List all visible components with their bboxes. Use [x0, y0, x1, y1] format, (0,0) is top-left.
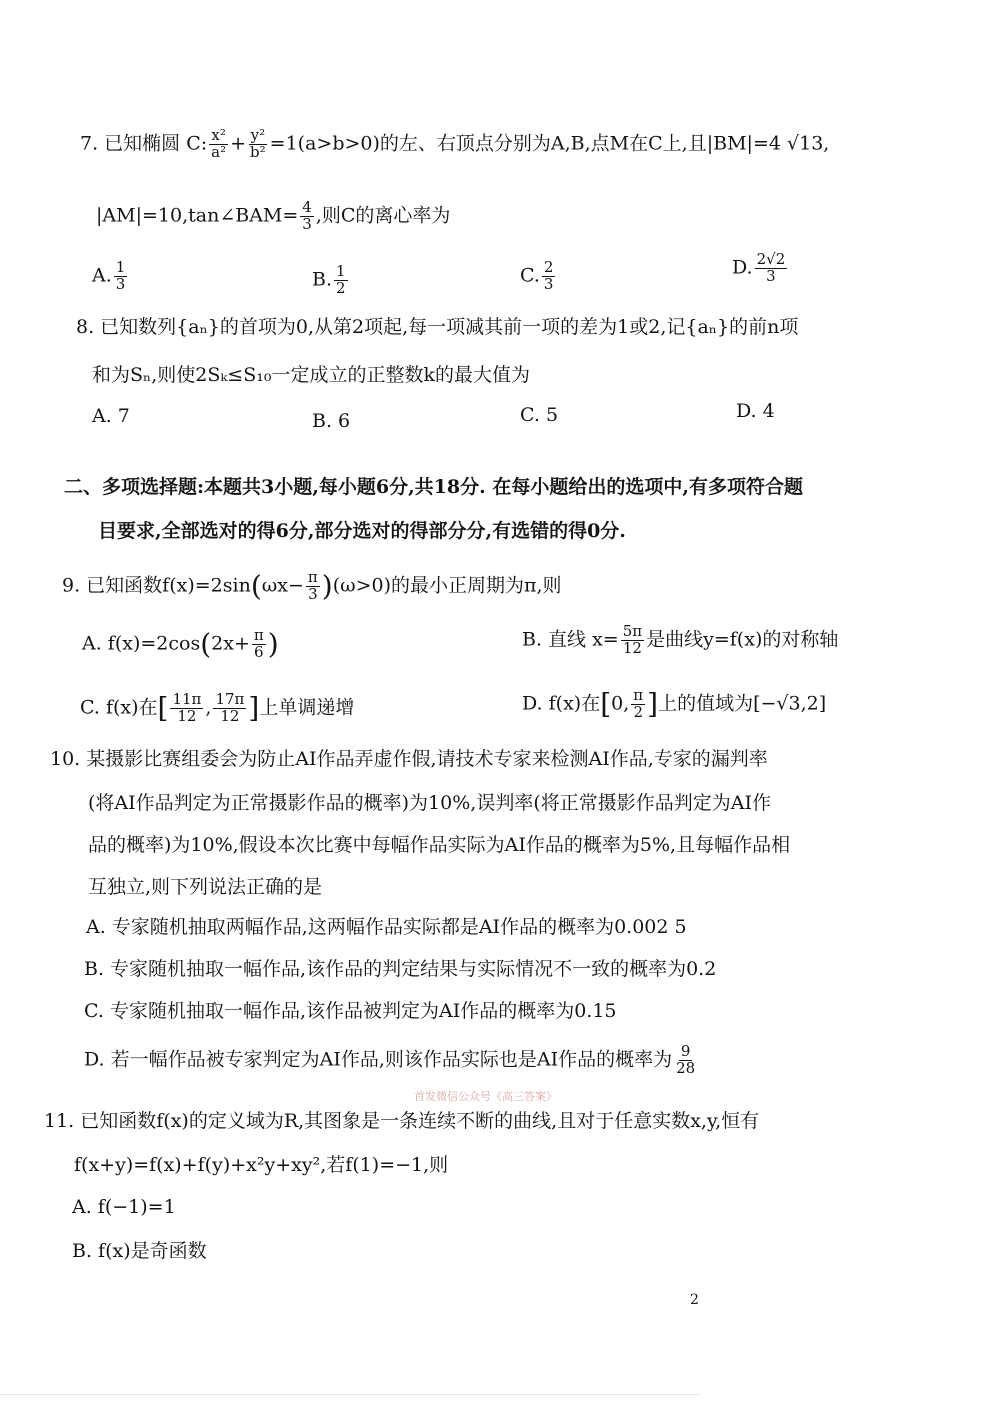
q10-line2: (将AI作品判定为正常摄影作品的概率)为10%,误判率(将正常摄影作品判定为AI作 — [88, 792, 771, 814]
q8-line1: 8. 已知数列{aₙ}的首项为0,从第2项起,每一项减其前一项的差为1或2,记{aₙ}的前n项 — [76, 316, 799, 338]
q7-option-c: C. $\frac{2}{3}$ — [520, 258, 554, 293]
q11-option-b: B. f(x)是奇函数 — [72, 1240, 207, 1262]
q10-line3: 品的概率)为10%,假设本次比赛中每幅作品实际为AI作品的概率为5%,且每幅作品相 — [88, 834, 791, 856]
q7-option-b: B. $\frac{1}{2}$ — [312, 262, 346, 297]
q11-line1: 11. 已知函数f(x)的定义域为R,其图象是一条连续不断的曲线,且对于任意实数x,y,恒有 — [44, 1110, 760, 1132]
q7-line1: 7. 已知椭圆 C: $\frac{\text{x²}}{\text{a²}}$ + $\frac{\text{y²}}{\text{b²}}$ =1(a>b>0)的左、右顶点分别为A,B,点M在C上,且|BM|=4 √13, — [80, 126, 830, 161]
q10-option-a: A. 专家随机抽取两幅作品,这两幅作品实际都是AI作品的概率为0.002 5 — [86, 916, 687, 938]
q11-option-a: A. f(−1)=1 — [72, 1196, 176, 1218]
q7-option-d: D. $\frac{2√2}{3}$ — [732, 250, 786, 285]
q8-option-a: A. 7 — [92, 405, 130, 427]
bottom-divider — [0, 1394, 700, 1395]
q7-line2 — [96, 200, 450, 233]
section2-line1: 二、多项选择题:本题共3小题,每小题6分,共18分. 在每小题给出的选项中,有多项符合题 — [64, 476, 803, 498]
q7-option-a: A. $\frac{1}{3}$ — [92, 258, 126, 293]
q7-frac-y: $\frac{\text{y²}}{\text{b²}}$ — [250, 126, 266, 161]
watermark-text: 首发微信公众号《高三答案》 — [414, 1090, 557, 1103]
q8-line2: 和为Sₙ,则使2Sₖ≤S₁₀一定成立的正整数k的最大值为 — [92, 364, 530, 386]
q10-option-d: D. 若一幅作品被专家判定为AI作品,则该作品实际也是AI作品的概率为 $\frac{9}{28}$ — [84, 1042, 696, 1077]
q11-line2: f(x+y)=f(x)+f(y)+x²y+xy²,若f(1)=−1,则 — [74, 1154, 449, 1176]
q7-frac-x: $\frac{\text{x²}}{\text{a²}}$ — [211, 126, 227, 161]
q10-line1: 10. 某摄影比赛组委会为防止AI作品弄虚作假,请技术专家来检测AI作品,专家的漏判率 — [50, 748, 768, 770]
q8-option-c: C. 5 — [520, 404, 559, 426]
q9-option-a: A. f(x)=2cos(2x+ $\frac{\pi}{6}$ ) — [82, 626, 279, 661]
q9-option-b: B. 直线 x= $\frac{5\pi}{12}$ 是曲线y=f(x)的对称轴 — [522, 622, 839, 657]
q10-line4: 互独立,则下列说法正确的是 — [88, 876, 323, 898]
q7-line2-end: ,则C的离心率为 — [315, 204, 451, 227]
q7-sqrt13: √13 — [787, 132, 824, 155]
q9-option-d: D. f(x)在[0, $\frac{\pi}{2}$ ]上的值域为[−√3,2] — [522, 686, 827, 721]
q8-option-d: D. 4 — [736, 400, 775, 422]
q8-option-b: B. 6 — [312, 410, 351, 432]
q7-stem-eq: =1(a>b>0)的左、右顶点分别为A,B,点M在C上,且|BM|=4 — [269, 132, 781, 155]
section2-line2: 目要求,全部选对的得6分,部分选对的得部分分,有选错的得0分. — [98, 520, 626, 542]
q10-option-c: C. 专家随机抽取一幅作品,该作品被判定为AI作品的概率为0.15 — [84, 1000, 617, 1022]
q9-stem: 9. 已知函数f(x)=2sin(ωx− $\frac{\pi}{3}$ )(ω>0)的最小正周期为π,则 — [62, 568, 562, 603]
q7-stem-start: 7. 已知椭圆 C: — [80, 132, 208, 155]
q9-option-c: C. f(x)在[ $\frac{11\pi}{12}$ , $\frac{17\pi}{12}$ ]上单调递增 — [80, 690, 355, 725]
q10-option-b: B. 专家随机抽取一幅作品,该作品的判定结果与实际情况不一致的概率为0.2 — [84, 958, 717, 980]
q7-line2-start: |AM|=10,tan∠BAM= — [96, 204, 299, 227]
q7-frac-tan: $\frac{4}{3}$ — [302, 198, 312, 233]
page-number: 2 — [690, 1292, 699, 1308]
